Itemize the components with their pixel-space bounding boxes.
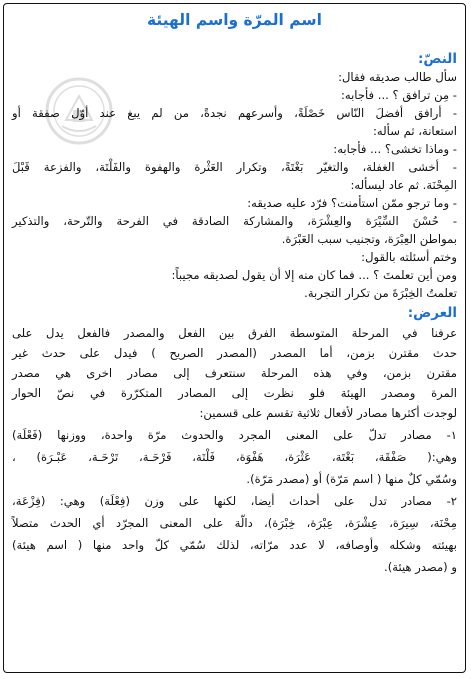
text-line: تعلمتُ الخِبْرَةَ من تكرار التجربة. <box>304 286 457 300</box>
document-page <box>3 3 466 673</box>
text-line: وختم أسئلته بالقول: <box>361 250 457 264</box>
presentation-line: وسُمّي كلٌ منها ( اسم مَرّة) أو (مصدر مَرّة). <box>246 472 457 486</box>
presentation-line: مِحْنَة، سِيرَة، عِشْرَة، عِبْرَة، خِبْرَة)، دالّة على المعنى المجرّد أي الحدث متصلاً <box>12 516 457 530</box>
page-title: اسم المرّة واسم الهيئة <box>147 11 322 29</box>
text-line: ومن أين تعلمتَ ؟ ... فما كان منه إلا أن يقول لصديقه مجيباً: <box>171 268 457 282</box>
presentation-line: وهي:( صَفْقَة، بَغْتَة، عَثْرَة، هَفْوَة، فَلْتَة، فَرْحَـة، تَرْحَـة، عَبْـرَة) ، <box>12 450 457 464</box>
presentation-line: عرفنا في المرحلة المتوسطة الفرق بين الفعل والمصدر فالفعل يدل على <box>12 326 457 340</box>
text-line: المِحْنَة. ثم عاد ليسأله: <box>350 178 457 192</box>
text-line: - أخشى الغفلة، والتغيّر بَغْتَةً، وتكرار العَثْرة والهفوة والفَلْتَة، والفزعة قَبْلَ <box>12 160 457 174</box>
text-line: - مِن ترافق ؟ ... فأجابه: <box>340 88 457 102</box>
text-line: سأل طالب صديقه فقال: <box>338 70 457 84</box>
presentation-line: ٢- مصادر تدل على أحداث أيضا، لكنها على وزن (فِعْلَة) وهي: (فِزْعَة، <box>12 494 457 508</box>
text-line: - أرافق أفضلَ النّاس خَصْلَةً، وأسرعهم نجدةً، من لم يبغ عند أوّل صفقة أو <box>12 106 457 120</box>
presentation-section-heading: العرض: <box>407 305 457 321</box>
text-line: - حُسْنَ السِّيْرَة والعِشْرَة، والمشاركة الصادقة في الفرحة والتّرحة، والتذكير <box>12 214 457 228</box>
text-line: استعانة، ثم سأله: <box>373 124 457 138</box>
text-line: بمواطن العِبْرَة، وتجنيب سبب العَبْرَة. <box>281 232 457 246</box>
presentation-line: المرة ومصدر الهيئة فلو نظرت إلى المصادر المتكرّرة في نصّ الحوار <box>12 386 457 400</box>
presentation-line: مقترن بزمن، وفي هذه المرحلة سنتعرف إلى مصادر اخرى هي مصدر <box>12 366 457 380</box>
presentation-line: ١- مصادر تدلّ على المعنى المجرد والحدوث مرّة واحدة، ووزنها (فَعْلَة) <box>12 428 457 442</box>
text-line: - وماذا تخشى؟ ... فأجابه: <box>333 142 457 156</box>
text-section-heading: النصّ: <box>417 51 457 67</box>
presentation-line: حدث مقترن بزمن، أما المصدر (المصدر الصريح ) فيدل على حدث غير <box>12 346 457 360</box>
presentation-line: بهيئته وشكله وأوصافه، لا عدد مرّاته، لذلك سُمّي كلّ واحد منها ( اسم هيئة) <box>12 538 457 552</box>
presentation-line: و (مصدر هيئة). <box>384 560 457 574</box>
presentation-line: لوجدت أكثرها مصادر لأفعال ثلاثية تقسم على قسمين: <box>199 406 457 420</box>
text-line: - وما ترجو ممّن استأمنت؟ فرّد عليه صديقه: <box>247 196 457 210</box>
